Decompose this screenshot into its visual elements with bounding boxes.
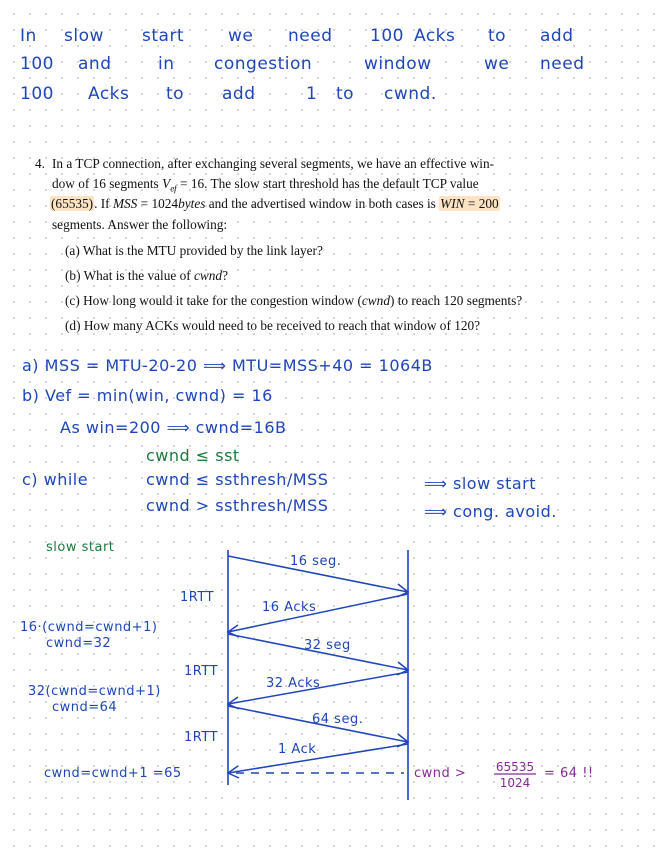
fraction-denominator: 1024 (499, 776, 531, 790)
label-ack3: 1 Ack (278, 742, 317, 757)
intro-word: to (166, 84, 185, 104)
intro-word: we (484, 54, 510, 74)
intro-word: add (222, 84, 256, 104)
problem-line: segments. Answer the following: (52, 217, 228, 232)
answer-b1: b) Vef = min(win, cwnd) = 16 (22, 386, 273, 405)
answer-c-label: c) while (22, 470, 89, 489)
intro-word: we (228, 26, 254, 46)
intro-word: In (20, 26, 37, 46)
label-rtt2: 1RTT (184, 664, 219, 679)
intro-word: Acks (414, 26, 456, 46)
answer-c-green: cwnd ≤ sst (146, 446, 240, 465)
intro-word: and (78, 54, 112, 74)
intro-word: add (540, 26, 574, 46)
intro-word: slow (64, 26, 104, 46)
answer-c-result2: ⟹ cong. avoid. (424, 502, 557, 521)
intro-word: start (142, 26, 185, 46)
label-seg2: 32 seg (304, 638, 351, 653)
problem-line: dow of 16 segments $V_{ef} = 16$. The slow start threshold has the default TCP value (52, 176, 479, 194)
intro-word: 1 (306, 84, 318, 104)
intro-word: 100 (20, 84, 54, 104)
highlight-ssthresh: (65535) (51, 196, 94, 211)
highlight-win: WIN = 200 (440, 196, 499, 211)
label-seg3: 64 seg. (312, 712, 364, 727)
fraction-numerator: 65535 (495, 760, 535, 774)
answer-c-line1: cwnd ≤ ssthresh/MSS (146, 470, 329, 489)
label-left2a: 32(cwnd=cwnd+1) (28, 684, 161, 699)
intro-word: need (288, 26, 333, 46)
label-left1a: 16·(cwnd=cwnd+1) (20, 620, 158, 635)
problem-line: (65535). If MSS = 1024bytes and the advertised window in both cases is WIN = 200 (51, 196, 499, 211)
arrow-ack-1 (228, 744, 408, 773)
intro-word: congestion (214, 54, 313, 74)
label-seg1: 16 seg. (290, 554, 342, 569)
intro-word: to (336, 84, 355, 104)
intro-word: need (540, 54, 585, 74)
intro-word: in (158, 54, 175, 74)
problem-line: In a TCP connection, after exchanging several segments, we have an effective win- (52, 156, 495, 171)
intro-word: 100 (370, 26, 404, 46)
arrow-ack-16 (228, 594, 408, 632)
threshold-compare: cwnd > (414, 766, 467, 781)
label-rtt3: 1RTT (184, 730, 219, 745)
label-ack1: 16 Acks (262, 600, 317, 615)
diagram-title: slow start (46, 540, 115, 555)
label-ack2: 32 Acks (266, 676, 321, 691)
answer-a: a) MSS = MTU-20-20 ⟹ MTU=MSS+40 = 1064B (22, 356, 433, 375)
question-c: (c) How long would it take for the congestion window (cwnd) to reach 120 segments? (65, 293, 523, 308)
intro-word: to (488, 26, 507, 46)
threshold-result: = 64 !! (544, 766, 594, 781)
intro-word: window (364, 54, 432, 74)
answer-c-result1: ⟹ slow start (424, 474, 537, 493)
intro-word: cwnd. (384, 84, 437, 104)
question-d: (d) How many ACKs would need to be received to reach that window of 120? (65, 318, 481, 333)
label-left2b: cwnd=64 (52, 700, 118, 715)
label-left1b: cwnd=32 (46, 636, 112, 651)
answer-c-line2: cwnd > ssthresh/MSS (146, 496, 329, 515)
problem-number: 4. (35, 156, 45, 171)
label-rtt1: 1RTT (180, 590, 215, 605)
label-left3: cwnd=cwnd+1 =65 (44, 766, 182, 781)
intro-word: 100 (20, 54, 54, 74)
question-a: (a) What is the MTU provided by the link layer? (65, 243, 323, 258)
intro-word: Acks (88, 84, 130, 104)
question-b: (b) What is the value of cwnd? (65, 268, 228, 283)
answer-b2: As win=200 ⟹ cwnd=16B (60, 418, 287, 437)
